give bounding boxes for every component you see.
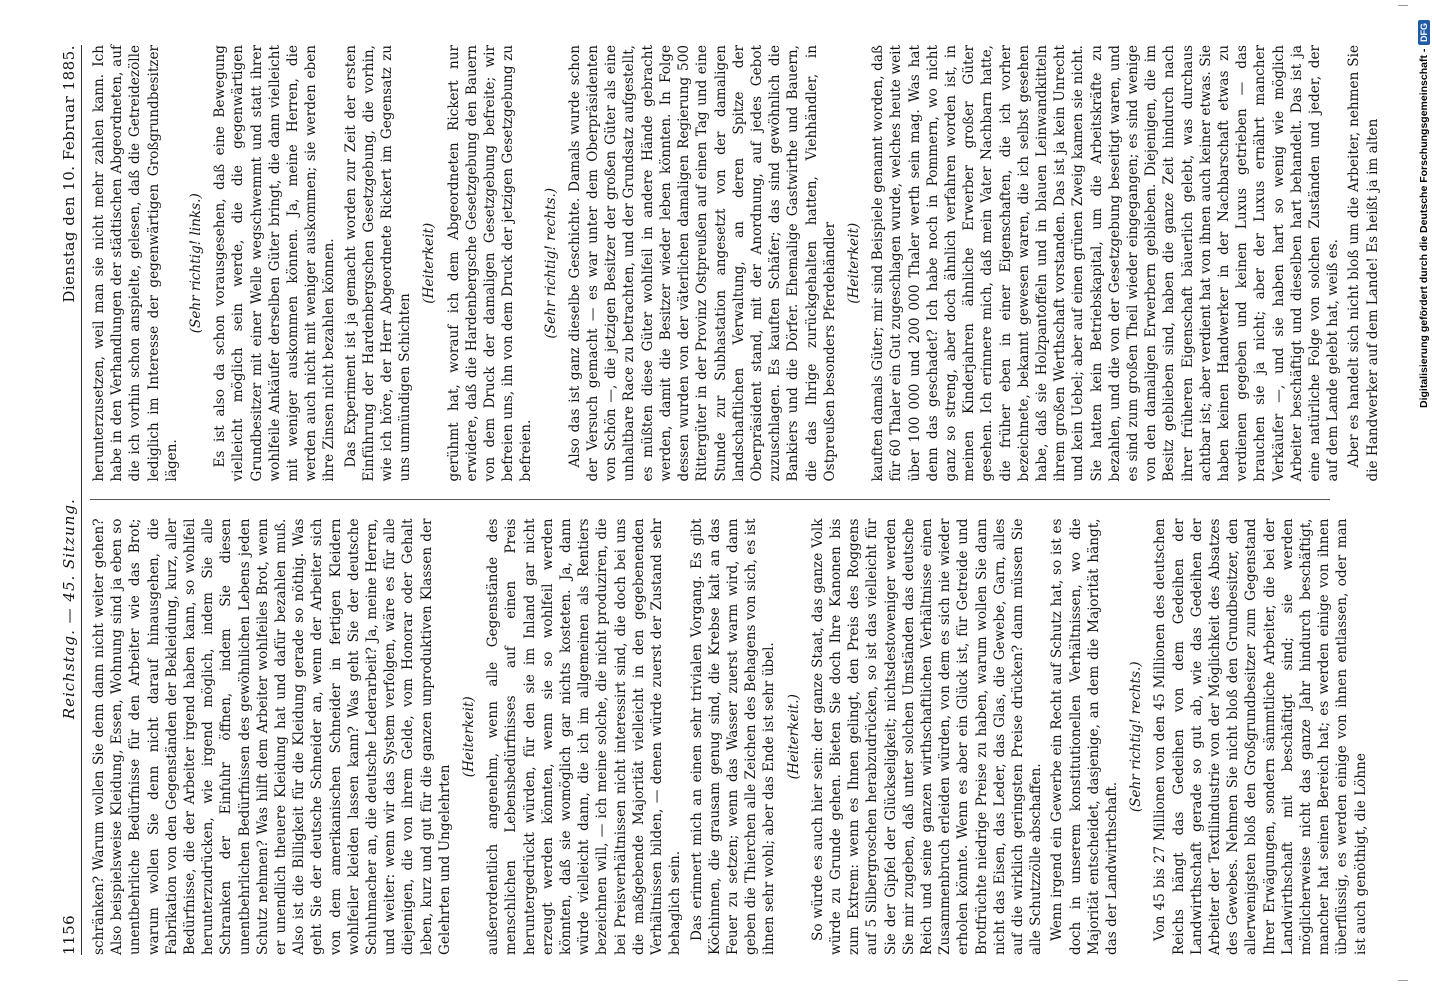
interjection: (Sehr richtig! rechts.) xyxy=(1128,661,1145,813)
paragraph: Das Experiment ist ja gemacht worden zur Zeit der ersten Einführung der Hardenbergschen Gesetzgebung, die vorhin, wie ich höre, der Herr Abgeordnete Rickert im Gegensatz zu uns unmündigen Schichten xyxy=(342,45,414,482)
interjection: (Sehr richtig! rechts.) xyxy=(542,187,559,339)
dfg-logo: DFG xyxy=(1418,20,1430,45)
paragraph: Von 45 bis 27 Millionen von den 45 Millionen des deutschen Reichs hängt das Gedeihen von dem Gedeihen der Landwirthschaft gerade so gut ab, wie das Gedeihen der Arbeiter der Textilindustrie von der Möglichkeit des Absatzes des Gewebes. Nehmen Sie nicht bloß den Grundbesitzer, den allerwenigsten bloß den Großgrundbesitzer zum Gegenstand Ihrer Erwägungen, sondern sämmtliche Arbeiter, die bei der Landwirthschaft mit beschäftigt sind; sie werden möglicherweise nicht das ganze Jahr hindurch beschäftigt, mancher hat seinen Bereich hat; es werden einige von ihnen überflüssig, es werden einige von ihnen entlassen, oder man ist auch genöthigt, die Löhne xyxy=(1152,518,1369,955)
paragraph: Das erinnert mich an einen sehr trivialen Vorgang. Es gibt Köchinnen, die grausam genug sind, die Krebse kalt an das Feuer zu setzen; wenn das Wasser zuerst warm wird, dann geben die Thierchen alle Zeichen des Behagens von sich, es ist ihnen sehr wohl; aber das Ende ist sehr übel. xyxy=(688,518,778,955)
text-column-right xyxy=(90,45,1381,482)
interjection: (Sehr richtig! links.) xyxy=(188,193,205,334)
paragraph: kauften damals Güter; mir sind Beispiele genannt worden, daß für 60 Thaler ein Gut zugeschlagen wurde, welches heute weit über 100 000 und 200 000 Thaler werth sein mag. Was hat denn das geschadet? Ich habe noch in Pommern, wo nicht ganz so streng, aber doch ähnlich verfahren worden ist, in meinen Kinderjahren ähnliche Erwerber großer Güter gesehen. Ich erinnere mich, daß mein Vater Nachbarn hatte, die früher eben in einer Eigenschaften, die ich vorher bezeichnete, bekannt gewesen waren, die ich selbst gesehen habe, daß sie Holzpantoffeln und in blauen Leinwandkitteln ihrem großen Werthschaft vorstanden. Das ist ja kein Unrecht und kein Uebel; aber auf einen grünen Zweig kamen sie nicht. Sie hatten kein Betriebskapital, um die Arbeitskräfte zu bezahlen, und die von der Gesetzgebung beseitigt waren, und es sind zum großen Theil wieder eingegangen; es sind wenige von den damaligen Erwerbern geblieben. Diejenigen, die im Besitz geblieben sind, haben die ganze Zeit hindurch nach ihrer früheren Eigenschaft bäuerlich gelebt, was durchaus achtbar ist; aber verdient hat von ihnen auch keiner etwas. Sie haben keinen Handwerker in der Nachbarschaft etwas zu verdienen gegeben und keinen Luxus getrieben — das brauchen sie ja nicht; aber der Luxus ernährt mancher Verkäufer —, und sie haben hart so wenig wie möglich Arbeiter beschäftigt und dieselben hart behandelt. Das ist ja eine natürliche Folge von solchen Zuständen und jeder, der auf dem Lande gelebt hat, weiß es. xyxy=(870,45,1342,482)
paragraph: Es ist also da schon vorausgesehen, daß eine Bewegung vielleicht möglich sein werde, die die gegenwärtigen Grundbesitzer mit einer Welle wegschwemmt und statt ihrer wohlfeile Ankäufer derselben Güter bringt, die dann vielleicht mit weniger auskommen können. Ja, meine Herren, die werden auch nicht mit weniger auskommen; sie werden eben ihre Zinsen nicht bezahlen können. xyxy=(212,45,338,482)
paragraph: Aber es handelt sich nicht bloß um die Arbeiter, nehmen Sie die Handwerker auf dem Lande! Es heißt ja im alten xyxy=(1346,45,1381,482)
session-date: Dienstag den 10. Februar 1885. xyxy=(60,45,78,303)
interjection: (Heiterkeit.) xyxy=(785,694,802,780)
scan-edge-mark-top xyxy=(1398,5,1408,6)
session-title: Reichstag. — 45. Sitzung. xyxy=(60,498,78,720)
scan-edge-mark-bottom xyxy=(1398,980,1408,981)
paragraph: außerordentlich angenehm, wenn alle Gegenstände des menschlichen Lebensbedürfnisses auf einen Preis heruntergedrückt würden, für den sie im Inland gar nicht erzeugt werden könnten, wenn sie so wohlfeil werden könnten, daß sie womöglich gar nichts kosteten. Ja, dann würde vielleicht dann, die ich im allgemeinen als Rentiers bezeichnen will, — ich meine solche, die nicht produziren, die bei Preisverhältnissen nicht interessirt sind, die doch bei uns die maßgebende Majorität vielleicht in den gegebenenden Verhältnissen bilden, — denen würde zuerst der Zustand sehr behaglich sein. xyxy=(485,518,684,955)
interjection: (Heiterkeit) xyxy=(421,222,438,304)
interjection: (Heiterkeit) xyxy=(461,696,478,778)
page-header xyxy=(60,45,82,955)
paragraph: So würde es auch hier sein: der ganze Staat, das ganze Volk würde zu Grunde gehen. Bieten Sie doch Ihre Kanonen bis zum Extrem: wenn es Ihnen gelingt, den Preis des Roggens auf 5 Silbergroschen herabzudrücken, so ist das vielleicht für Sie der Gipfel der Glückseligkeit; nichtsdestoweniger werden Sie mir zugeben, daß unter solchen Umständen das deutsche Reich und seine ganzen wirthschaftlichen Verhältnisse einen Zusammenbruch erleiden würden, von dem es sich nie wieder erholen könnte. Wenn es aber ein Glück ist, für Getreide und Brotfrüchte niedrige Preise zu haben, warum wollen Sie dann nicht das Eisen, das Leder, das Glas, die Gewebe, Garn, alles auf die wirklich geringsten Preise drücken? dann müssen Sie alle Schutzzölle abschaffen. xyxy=(809,518,1045,955)
paragraph: schränken? Warum wollen Sie denn dann nicht weiter gehen? Also beispielsweise Kleidung, Essen, Wohnung sind ja eben so unentbehrliche Bedürfnisse für den Arbeiter wie das Brot; warum wollen Sie denn nicht darauf hinausgehen, die Fabrikation von den Gegenständen der Bekleidung, kurz, aller Bedürfnisse, die der Arbeiter irgend haben kann, so wohlfeil herunterzudrücken, wie irgend möglich, indem Sie alle Schranken der Einfuhr öffnen, indem Sie diesen unentbehrlichen Bedürfnissen des gewöhnlichen Lebens jeden Schutz nehmen? Was hilft dem Arbeiter wohlfeiles Brot, wenn er unendlich theuere Kleidung hat und dafür bezahlen muß. Also ist die Billigkeit für die Kleidung gerade so nöthig. Was geht Sie der deutsche Schneider an, wenn der Arbeiter sich von dem amerikanischen Schneider in fertigen Kleidern wohlfeiler kleiden lassen kann? Was geht Sie der deutsche Schuhmacher an, die deutsche Lederarbeit? Ja, meine Herren, und weiter: wenn wir das System verfolgen, wäre es für alle diejenigen, die von ihrem Gelde, vom Honorar oder Gehalt leben, kurz und gut für die ganzen unproduktiven Klassen der Gelehrten und Ungelehrten xyxy=(91,518,453,955)
paragraph: gerühmt hat, worauf ich dem Abgeordneten Rickert nur erwidere, daß die Hardenbergsche Gesetzgebung den Bauern von dem Druck der damaligen Gesetzgebung befreite; wir befreien uns, ihn von dem Druck der jetzigen Gesetzgebung zu befreien. xyxy=(445,45,535,482)
interjection: (Heiterkeit) xyxy=(845,222,862,304)
text-columns xyxy=(90,45,1381,955)
column-divider xyxy=(90,500,1330,501)
paragraph: herunterzusetzen, weil man sie nicht mehr zahlen kann. Ich habe in den Verhandlungen der städtischen Abgeordneten, auf die ich vorhin schon anspielte, gelesen, daß die Getreidezölle lediglich im Interesse der gegenwärtigen Großgrundbesitzer lägen. xyxy=(91,45,180,482)
paragraph: Also das ist ganz dieselbe Geschichte. Damals wurde schon der Versuch gemacht — es war unter dem Oberpräsidenten von Schön —, die jetzigen Besitzer der großen Güter als eine unhaltbare Race zu betrachten, und der Grundsatz aufgestellt, es müßten diese Güter wohlfeil in andere Hände gebracht werden, damit die Besitzer wieder leben könnten. In Folge dessen wurden von der väterlichen damaligen Regierung 500 Rittergüter in der Provinz Ostpreußen auf einen Tag und eine Stunde zur Subhastation angesetzt von der damaligen landschaftlichen Verwaltung, an deren Spitze der Oberpräsident stand, mit der Anordnung, auf jedes Gebot zuzuschlagen. Es kauften Schäfer; das sind gewöhnlich die Bankiers und die Dörfer. Ehemalige Gastwirthe und Bauern, die das Ihrige zurückgehalten hatten, Viehhändler, in Ostpreußen besonders Pferdehändler xyxy=(566,45,838,482)
text-column-left xyxy=(90,518,1369,956)
digitization-credit xyxy=(1418,20,1430,980)
credit-text: Digitalisierung gefördert durch die Deutsche Forschungsgemeinschaft - xyxy=(1418,49,1430,409)
page-number: 1156 xyxy=(60,914,78,955)
scanned-page xyxy=(26,5,1406,995)
paragraph: Wenn irgend ein Gewerbe ein Recht auf Schutz hat, so ist es doch in unserem konstitutionellen Verhältnissen, wo die Majorität entscheidet, dasjenige, an dem die Majorität hängt, das der Landwirthschaft. xyxy=(1049,518,1120,955)
